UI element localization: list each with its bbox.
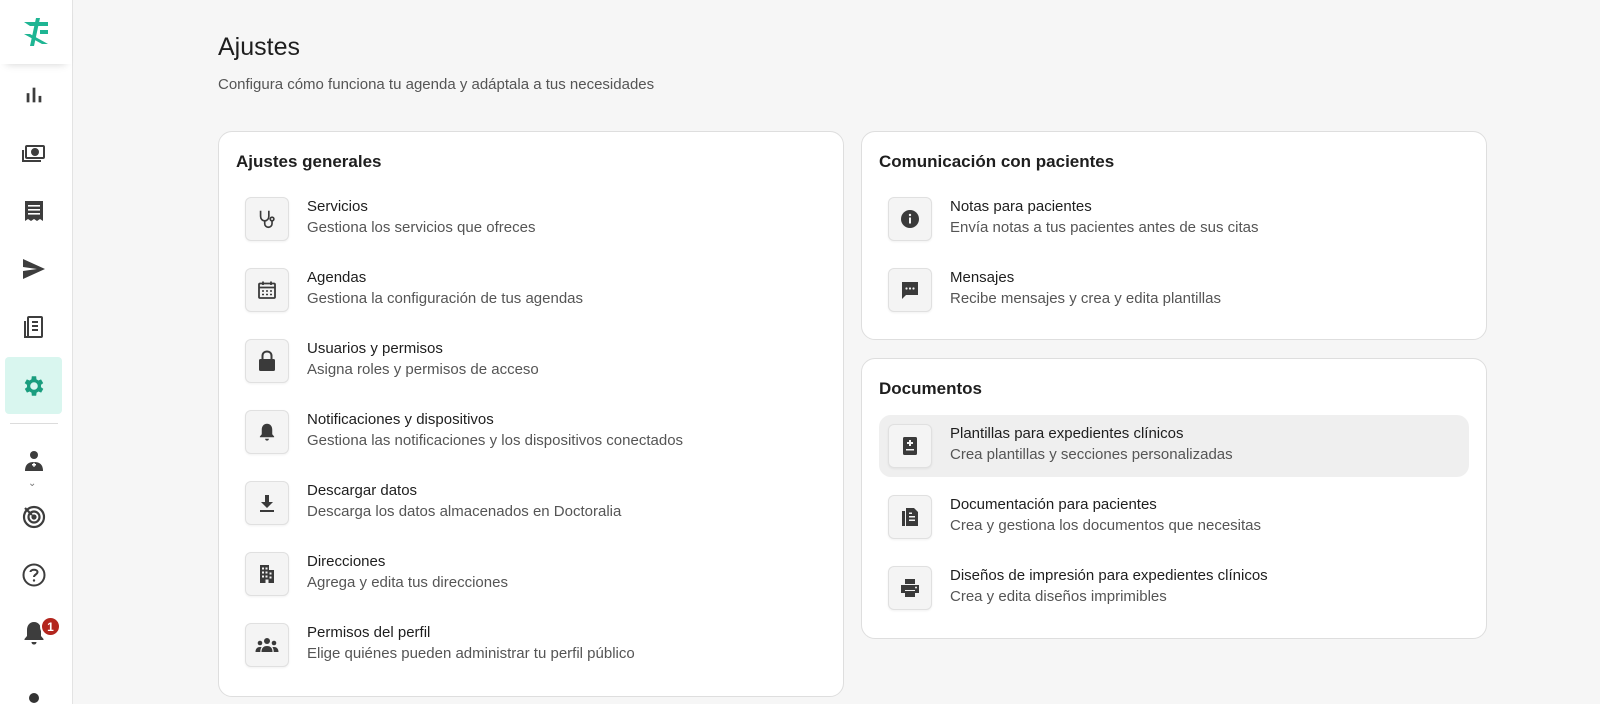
download-icon xyxy=(245,481,289,525)
item-description: Crea y edita diseños imprimibles xyxy=(950,588,1167,605)
money-icon xyxy=(21,141,47,165)
building-icon xyxy=(245,552,289,596)
settings-item-messages[interactable] xyxy=(879,259,1469,321)
card-title: Comunicación con pacientes xyxy=(879,152,1115,171)
settings-item-download[interactable] xyxy=(236,472,826,534)
item-title: Servicios xyxy=(307,198,368,215)
settings-item-patient-notes[interactable] xyxy=(879,188,1469,250)
chat-icon xyxy=(888,268,932,312)
stethoscope-icon xyxy=(245,197,289,241)
page-subtitle: Configura cómo funciona tu agenda y adáptala a tus necesidades xyxy=(218,76,655,93)
item-title: Agendas xyxy=(307,269,367,286)
bell-icon xyxy=(245,410,289,454)
nav-stats[interactable] xyxy=(5,66,62,123)
nav-receipts[interactable] xyxy=(5,182,62,239)
help-icon xyxy=(21,562,47,588)
item-title: Documentación para pacientes xyxy=(950,496,1157,513)
item-title: Notificaciones y dispositivos xyxy=(307,411,494,428)
documents-card xyxy=(861,358,1487,639)
settings-item-patient-documents[interactable] xyxy=(879,486,1469,548)
chevron-down-icon[interactable]: ⌄ xyxy=(28,478,37,489)
nav-send[interactable] xyxy=(5,240,62,297)
item-description: Elige quiénes pueden administrar tu perfil público xyxy=(307,645,635,662)
settings-item-notifications[interactable] xyxy=(236,401,826,463)
item-description: Gestiona la configuración de tus agendas xyxy=(307,290,584,307)
file-icon xyxy=(888,495,932,539)
document-list-icon xyxy=(23,315,45,339)
sidebar xyxy=(0,0,73,704)
item-title: Notas para pacientes xyxy=(950,198,1092,215)
item-description: Envía notas a tus pacientes antes de sus citas xyxy=(950,219,1259,236)
sidebar-divider xyxy=(10,423,58,424)
item-title: Plantillas para expedientes clínicos xyxy=(950,425,1184,442)
item-title: Descargar datos xyxy=(307,482,418,499)
item-title: Diseños de impresión para expedientes clínicos xyxy=(950,567,1268,584)
settings-item-users[interactable] xyxy=(236,330,826,392)
settings-item-services[interactable] xyxy=(236,188,826,250)
printer-icon xyxy=(888,566,932,610)
item-description: Gestiona los servicios que ofreces xyxy=(307,219,536,236)
settings-item-calendars[interactable] xyxy=(236,259,826,321)
nav-settings[interactable] xyxy=(5,357,62,414)
notification-badge: 1 xyxy=(40,616,61,637)
bar-chart-icon xyxy=(23,84,45,106)
page-title: Ajustes xyxy=(218,33,300,61)
medical-record-icon xyxy=(888,424,932,468)
logo[interactable] xyxy=(0,0,72,64)
general-settings-card xyxy=(218,131,844,697)
settings-item-print-designs[interactable] xyxy=(879,557,1469,619)
item-title: Direcciones xyxy=(307,553,386,570)
receipt-icon xyxy=(23,199,45,223)
communication-card xyxy=(861,131,1487,340)
item-description: Recibe mensajes y crea y edita plantillas xyxy=(950,290,1221,307)
doctor-icon xyxy=(23,449,45,473)
card-title: Documentos xyxy=(879,379,982,398)
settings-item-addresses[interactable] xyxy=(236,543,826,605)
item-title: Usuarios y permisos xyxy=(307,340,443,357)
item-description: Crea y gestiona los documentos que necesitas xyxy=(950,517,1262,534)
card-title: Ajustes generales xyxy=(236,152,382,171)
target-icon xyxy=(21,504,47,530)
info-icon xyxy=(888,197,932,241)
item-description: Gestiona las notificaciones y los dispositivos conectados xyxy=(307,432,684,449)
item-title: Permisos del perfil xyxy=(307,624,431,641)
avatar[interactable] xyxy=(29,693,39,703)
item-title: Mensajes xyxy=(950,269,1015,286)
settings-item-record-templates[interactable] xyxy=(879,415,1469,477)
item-description: Crea plantillas y secciones personalizadas xyxy=(950,446,1233,463)
logo-icon xyxy=(20,16,52,48)
nav-help[interactable] xyxy=(5,546,62,603)
item-description: Agrega y edita tus direcciones xyxy=(307,574,508,591)
nav-target[interactable] xyxy=(5,488,62,545)
nav-documents[interactable] xyxy=(5,298,62,355)
settings-item-profile-permissions[interactable] xyxy=(236,614,826,676)
lock-icon xyxy=(245,339,289,383)
nav-billing[interactable] xyxy=(5,124,62,181)
group-icon xyxy=(245,623,289,667)
item-description: Descarga los datos almacenados en Doctoralia xyxy=(307,503,622,520)
calendar-icon xyxy=(245,268,289,312)
send-icon xyxy=(22,258,46,280)
item-description: Asigna roles y permisos de acceso xyxy=(307,361,539,378)
gear-icon xyxy=(21,373,47,399)
